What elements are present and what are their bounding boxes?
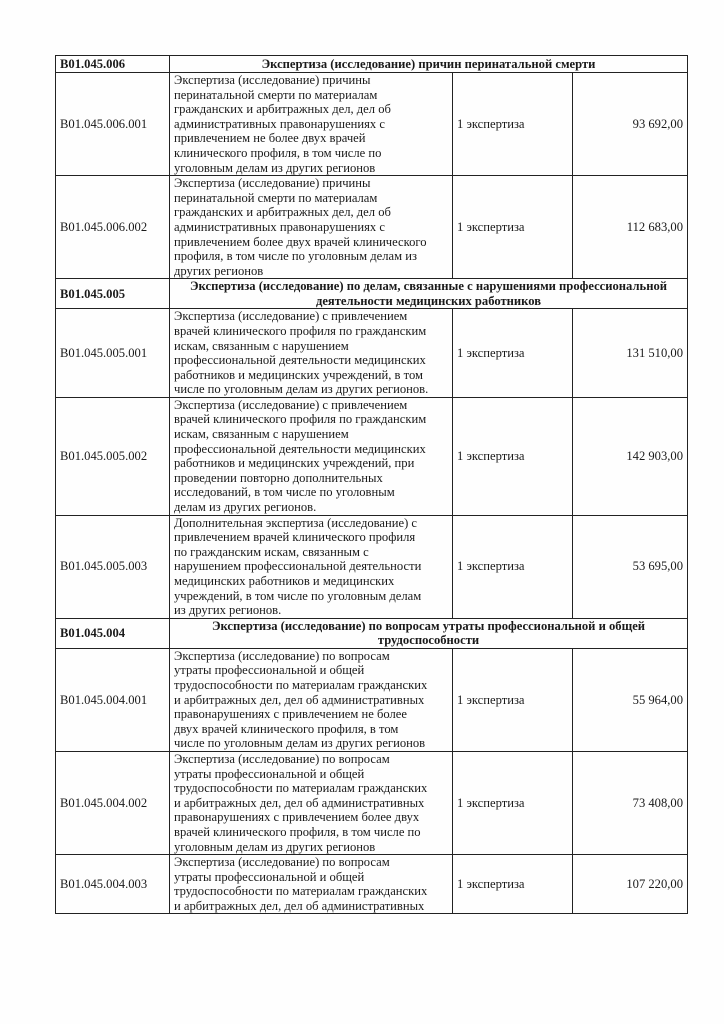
service-code: B01.045.005.003 (56, 515, 170, 618)
description-line: Дополнительная экспертиза (исследование) с (174, 515, 418, 530)
description-line: медицинских работников и медицинских (174, 574, 395, 588)
service-code: B01.045.004.001 (56, 648, 170, 751)
description-line: привлечением не более двух врачей (174, 131, 366, 146)
price-list-body (56, 56, 688, 914)
service-unit: 1 экспертиза (453, 309, 573, 398)
table-row (56, 515, 688, 618)
price-list-table (55, 55, 688, 914)
description-line: и арбитражных дел, дел об административных (174, 795, 425, 810)
description-line: перинатальной смерти по материалам (174, 190, 378, 205)
description-line: гражданских и арбитражных дел, дел об (174, 102, 391, 117)
description-line: Экспертиза (исследование) по вопросам (174, 855, 390, 870)
service-unit: 1 экспертиза (453, 397, 573, 515)
description-line: административных правонарушениях с (174, 219, 385, 234)
description-line: исследований, в том числе по уголовным (174, 485, 395, 500)
service-description (170, 397, 453, 515)
description-line: привлечением врачей клинического профиля (174, 530, 416, 545)
service-description (170, 855, 453, 914)
description-line: Экспертиза (исследование) причины (174, 176, 371, 191)
description-line: искам, связанным с нарушением (174, 338, 349, 353)
service-price: 107 220,00 (573, 855, 688, 914)
section-title: Экспертиза (исследование) причин перинатальной смерти (170, 56, 688, 73)
section-title: Экспертиза (исследование) по делам, связанные с нарушениями профессиональной деятельности медицинских работников (170, 279, 688, 309)
description-line: врачей клинического профиля по гражданским (174, 412, 427, 427)
description-line: Экспертиза (исследование) по вопросам (174, 648, 390, 663)
description-line: и арбитражных дел, дел об административных (174, 692, 425, 707)
service-price: 131 510,00 (573, 309, 688, 398)
description-line: учреждений, в том числе по уголовным делам (174, 588, 422, 603)
description-line: из других регионов. (174, 603, 282, 618)
description-line: Экспертиза (исследование) с привлечением (174, 397, 408, 412)
service-description (170, 309, 453, 398)
description-line: уголовным делам из других регионов (174, 160, 376, 175)
section-header-row (56, 279, 688, 309)
service-description (170, 515, 453, 618)
table-row (56, 397, 688, 515)
service-price: 53 695,00 (573, 515, 688, 618)
description-line: клинического профиля, в том числе по (174, 145, 382, 160)
description-line: двух врачей клинического профиля, в том (174, 721, 399, 736)
service-code: B01.045.006.001 (56, 73, 170, 176)
description-line: правонарушениях с привлечением не более (174, 707, 407, 722)
service-price: 73 408,00 (573, 751, 688, 854)
table-row (56, 176, 688, 279)
service-code: B01.045.006.002 (56, 176, 170, 279)
section-code: B01.045.006 (56, 56, 170, 73)
description-line: Экспертиза (исследование) по вопросам (174, 751, 390, 766)
description-line: числе по уголовным делам из других регионов. (174, 382, 429, 397)
description-line: утраты профессиональной и общей (174, 766, 365, 781)
description-line: работников и медицинских учреждений, при (174, 456, 415, 471)
description-line: и арбитражных дел, дел об административных (174, 898, 425, 913)
service-unit: 1 экспертиза (453, 855, 573, 914)
table-row (56, 855, 688, 914)
description-line: Экспертиза (исследование) с привлечением (174, 309, 408, 324)
service-unit: 1 экспертиза (453, 73, 573, 176)
description-line: профессиональной деятельности медицинских (174, 353, 426, 368)
description-line: по гражданским искам, связанным с (174, 544, 369, 559)
service-price: 142 903,00 (573, 397, 688, 515)
service-code: B01.045.005.002 (56, 397, 170, 515)
table-row (56, 309, 688, 398)
description-line: нарушением профессиональной деятельности (174, 559, 422, 574)
description-line: работников и медицинских учреждений, в том (174, 367, 424, 382)
service-description (170, 648, 453, 751)
description-line: гражданских и арбитражных дел, дел об (174, 205, 391, 220)
service-unit: 1 экспертиза (453, 751, 573, 854)
service-price: 55 964,00 (573, 648, 688, 751)
description-line: привлечением более двух врачей клинического (174, 234, 427, 249)
description-line: уголовным делам из других регионов (174, 839, 376, 854)
description-line: искам, связанным с нарушением (174, 427, 349, 442)
section-header-row (56, 56, 688, 73)
service-description (170, 751, 453, 854)
service-code: B01.045.004.003 (56, 855, 170, 914)
description-line: врачей клинического профиля, в том числе по (174, 824, 421, 839)
service-description (170, 176, 453, 279)
service-unit: 1 экспертиза (453, 648, 573, 751)
description-line: утраты профессиональной и общей (174, 869, 365, 884)
description-line: делам из других регионов. (174, 500, 317, 515)
description-line: трудоспособности по материалам гражданских (174, 884, 428, 899)
service-unit: 1 экспертиза (453, 515, 573, 618)
service-price: 112 683,00 (573, 176, 688, 279)
description-line: врачей клинического профиля по гражданским (174, 323, 427, 338)
service-code: B01.045.005.001 (56, 309, 170, 398)
description-line: трудоспособности по материалам гражданских (174, 677, 428, 692)
table-row (56, 751, 688, 854)
description-line: административных правонарушениях с (174, 116, 385, 131)
description-line: профессиональной деятельности медицинских (174, 441, 426, 456)
section-header-row (56, 618, 688, 648)
section-code: B01.045.005 (56, 279, 170, 309)
description-line: правонарушениях с привлечением более двух (174, 810, 420, 825)
description-line: проведении повторно дополнительных (174, 470, 383, 485)
service-unit: 1 экспертиза (453, 176, 573, 279)
service-code: B01.045.004.002 (56, 751, 170, 854)
description-line: других регионов (174, 263, 264, 278)
section-title: Экспертиза (исследование) по вопросам утраты профессиональной и общей трудоспособности (170, 618, 688, 648)
table-row (56, 73, 688, 176)
service-price: 93 692,00 (573, 73, 688, 176)
description-line: трудоспособности по материалам гражданских (174, 781, 428, 796)
description-line: перинатальной смерти по материалам (174, 87, 378, 102)
section-code: B01.045.004 (56, 618, 170, 648)
table-row (56, 648, 688, 751)
description-line: числе по уголовным делам из других регионов (174, 736, 426, 751)
service-description (170, 73, 453, 176)
description-line: Экспертиза (исследование) причины (174, 73, 371, 87)
description-line: профиля, в том числе по уголовным делам из (174, 249, 417, 264)
description-line: утраты профессиональной и общей (174, 663, 365, 678)
